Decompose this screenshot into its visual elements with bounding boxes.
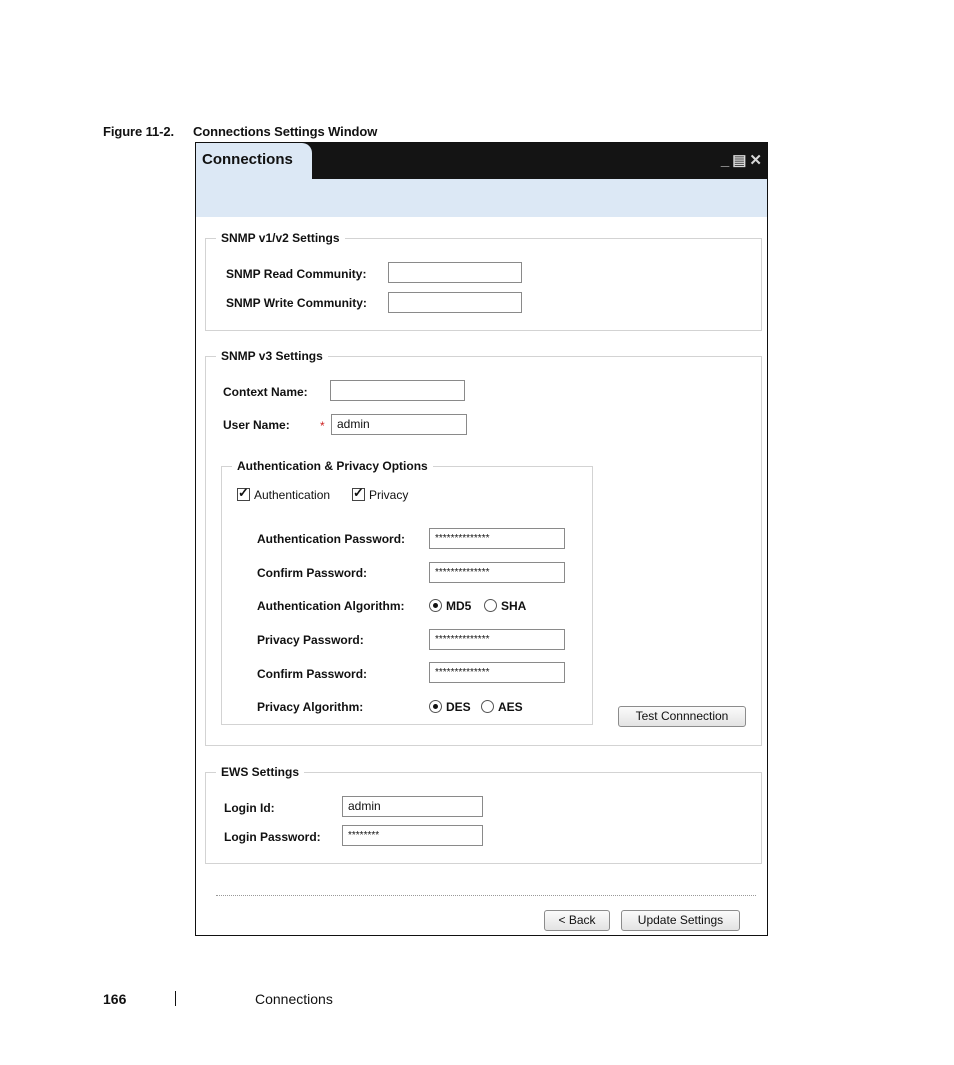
title-tab xyxy=(196,143,312,181)
privacy-algorithm-label: Privacy Algorithm: xyxy=(257,700,364,714)
auth-algorithm-md5-radio[interactable] xyxy=(429,599,471,613)
required-indicator: * xyxy=(320,419,325,433)
auth-confirm-password-input[interactable]: ************** xyxy=(429,562,565,583)
title-bar xyxy=(196,143,767,179)
radio-selected-icon xyxy=(429,599,442,612)
login-id-label: Login Id: xyxy=(224,801,275,815)
radio-selected-icon xyxy=(429,700,442,713)
figure-caption xyxy=(103,124,377,139)
auth-privacy-legend: Authentication & Privacy Options xyxy=(237,459,428,473)
connections-window xyxy=(195,142,768,936)
window-title: Connections xyxy=(202,151,293,168)
md5-label: MD5 xyxy=(446,599,472,613)
radio-unselected-icon xyxy=(481,700,494,713)
aes-label: AES xyxy=(498,700,523,714)
window-controls xyxy=(719,151,763,169)
minimize-icon[interactable]: _ xyxy=(720,152,731,169)
authentication-checkbox-label: Authentication xyxy=(254,488,331,502)
snmp-read-community-input[interactable] xyxy=(388,262,522,283)
privacy-password-label: Privacy Password: xyxy=(257,633,364,647)
section-name: Connections xyxy=(255,991,333,1007)
auth-algorithm-sha-radio[interactable] xyxy=(484,599,526,613)
des-label: DES xyxy=(446,700,471,714)
checkbox-checked-icon xyxy=(352,488,365,501)
privacy-password-input[interactable]: ************** xyxy=(429,629,565,650)
sha-label: SHA xyxy=(501,599,527,613)
privacy-checkbox-label: Privacy xyxy=(369,488,409,502)
user-name-label: User Name: xyxy=(223,418,290,432)
back-button[interactable]: < Back xyxy=(544,910,610,931)
page-number: 166 xyxy=(103,991,127,1007)
checkbox-checked-icon xyxy=(237,488,250,501)
context-name-input[interactable] xyxy=(330,380,465,401)
figure-title: Connections Settings Window xyxy=(193,124,378,139)
privacy-algorithm-aes-radio[interactable] xyxy=(481,700,523,714)
login-password-label: Login Password: xyxy=(224,830,321,844)
context-name-label: Context Name: xyxy=(223,385,308,399)
auth-password-input[interactable]: ************** xyxy=(429,528,565,549)
figure-number: Figure 11-2. xyxy=(103,124,175,139)
snmp-write-community-input[interactable] xyxy=(388,292,522,313)
login-password-input[interactable]: ******** xyxy=(342,825,483,846)
header-band xyxy=(196,179,767,217)
ews-group xyxy=(205,765,762,864)
authentication-checkbox[interactable] xyxy=(237,488,330,502)
snmp-v3-legend: SNMP v3 Settings xyxy=(221,349,323,363)
close-icon[interactable]: ✕ xyxy=(749,152,763,169)
ews-legend: EWS Settings xyxy=(221,765,300,779)
footer-separator xyxy=(175,991,176,1006)
snmp-read-community-label: SNMP Read Community: xyxy=(226,267,367,281)
maximize-icon[interactable]: ▤ xyxy=(732,152,748,169)
auth-confirm-password-label: Confirm Password: xyxy=(257,566,368,580)
auth-algorithm-label: Authentication Algorithm: xyxy=(257,599,405,613)
privacy-confirm-password-input[interactable]: ************** xyxy=(429,662,565,683)
update-settings-button[interactable]: Update Settings xyxy=(621,910,740,931)
snmp-write-community-label: SNMP Write Community: xyxy=(226,296,367,310)
auth-password-label: Authentication Password: xyxy=(257,532,406,546)
test-connection-button[interactable]: Test Connnection xyxy=(618,706,746,727)
footer-divider xyxy=(216,895,756,896)
radio-unselected-icon xyxy=(484,599,497,612)
login-id-input[interactable]: admin xyxy=(342,796,483,817)
privacy-checkbox[interactable] xyxy=(352,488,408,502)
privacy-confirm-password-label: Confirm Password: xyxy=(257,667,368,681)
snmp-v1v2-legend: SNMP v1/v2 Settings xyxy=(221,231,340,245)
privacy-algorithm-des-radio[interactable] xyxy=(429,700,471,714)
user-name-input[interactable]: admin xyxy=(331,414,467,435)
